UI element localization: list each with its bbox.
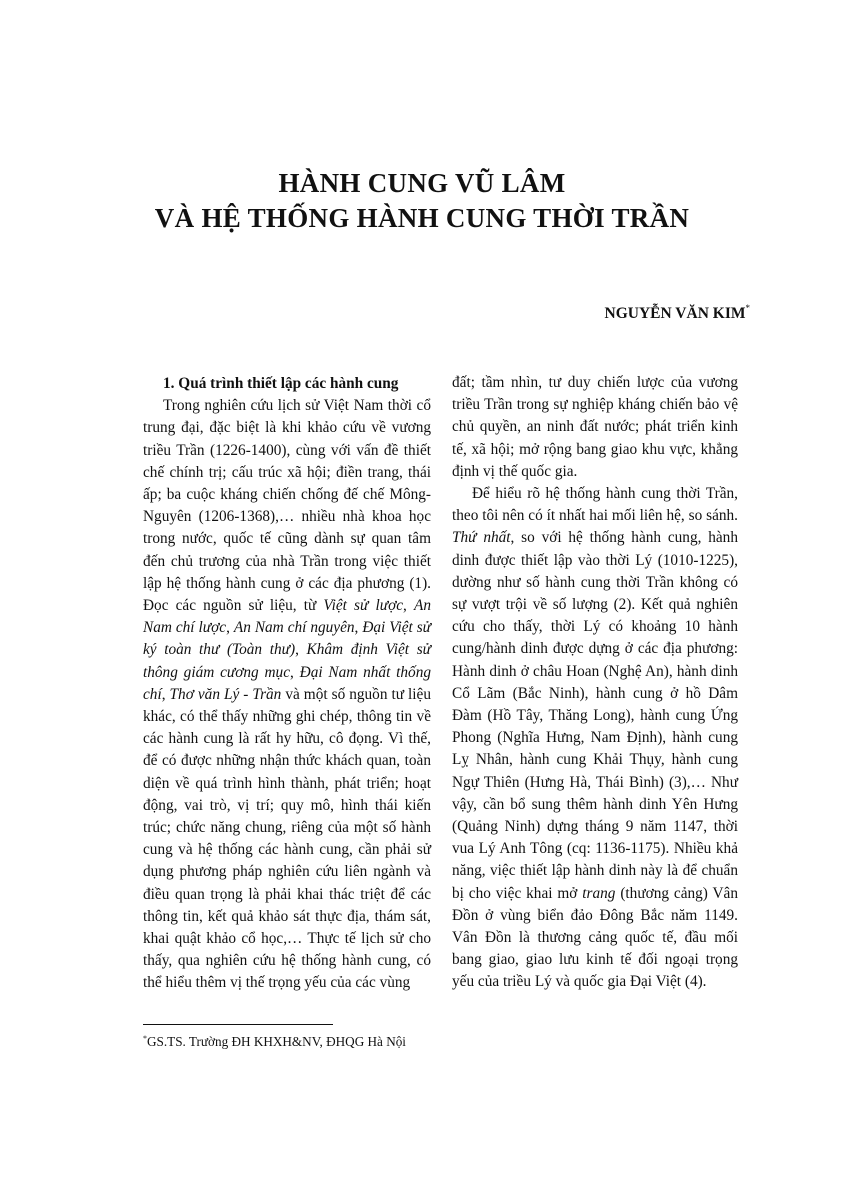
- source-title: Thơ văn Lý - Trần: [169, 685, 282, 703]
- emphasis: Thứ nhất: [452, 529, 511, 547]
- footnote-mark: *: [143, 1034, 147, 1043]
- left-column: [143, 373, 431, 995]
- title-line-2: VÀ HỆ THỐNG HÀNH CUNG THỜI TRẦN: [154, 203, 690, 233]
- text-run: ,: [403, 597, 414, 615]
- text-run: ,: [161, 685, 170, 703]
- footnote: [143, 1034, 406, 1050]
- author-name: NGUYỄN VĂN KIM: [604, 305, 746, 322]
- source-title: Việt sử lược: [323, 597, 404, 615]
- text-run: , so với hệ thống hành cung, hành dinh được thiết lập vào thời Lý (1010-1225), dường như số hành cung thời Trần không có sự vượt trội về số lượng (2). Kết quả nghiên cứu cho thấy, thời Lý có khoảng 10 hành cung/hành dinh được dựng ở các địa phương: Hành dinh ở châu Hoan (Nghệ An), hành dinh Cổ Lãm (Bắc Ninh), hành cung ở hồ Dâm Đàm (Hồ Tây, Thăng Long), hành cung Ứng Phong (Nghĩa Hưng, Nam Định), hành cung Lỵ Nhân, hành cung Khải Thụy, hành cung Ngự Thiên (Hưng Hà, Thái Bình) (3),… Như vậy, cần bổ sung thêm hành dinh Yên Hưng (Quảng Ninh) dựng tháng 9 năm 1147, thời vua Lý Anh Tông (cq: 1136-1175). Nhiều khả năng, việc thiết lập hành dinh này là để chuẩn bị cho việc khai mở: [452, 529, 738, 902]
- text-run: ,: [289, 663, 300, 681]
- source-title: Đại Nam nhất thống chí: [143, 663, 431, 703]
- author-footnote-mark: *: [745, 303, 750, 313]
- paragraph-2: [452, 483, 738, 994]
- emphasis: trang: [582, 884, 616, 902]
- source-title: Đại Việt sử ký toàn thư (Toàn thư): [143, 619, 432, 659]
- article-title: [0, 166, 844, 236]
- text-run: Để hiểu rõ hệ thống hành cung thời Trần, theo tôi nên có ít nhất hai mối liên hệ, so sánh.: [452, 485, 738, 525]
- paragraph-1: [143, 395, 431, 994]
- section-heading: 1. Quá trình thiết lập các hành cung: [163, 375, 399, 392]
- source-title: An Nam chí lược: [143, 597, 431, 637]
- footnote-text: GS.TS. Trường ĐH KHXH&NV, ĐHQG Hà Nội: [147, 1034, 406, 1049]
- text-run: ,: [295, 641, 307, 659]
- paragraph-1-continued: đất; tầm nhìn, tư duy chiến lược của vương triều Trần trong sự nghiệp kháng chiến bảo vệ chủ quyền, an ninh đất nước; phát triển kinh tế, xã hội; mở rộng bang giao khu vực, khẳng định vị thế quốc gia.: [452, 374, 738, 480]
- text-run: và một số nguồn tư liệu khác, có thể thấy những ghi chép, thông tin về các hành cung là rất hy hữu, cô đọng. Vì thế, để có được những nhận thức khách quan, toàn diện về quá trình hình thành, phát triển; hoạt động, vai trò, vị trí; quy mô, hình thái kiến trúc; chức năng chung, riêng của một số hành cung và hệ thống các hành cung, cần phải sử dụng phương pháp nghiên cứu liên ngành và điều quan trọng là phải khai thác triệt để các thông tin, kết quả khảo sát thực địa, thám sát, khai quật khảo cổ học,… Thực tế lịch sử cho thấy, qua nghiên cứu hệ thống hành cung, có thể hiểu thêm vị thế trọng yếu của các vùng: [143, 685, 431, 992]
- author-byline: [605, 305, 750, 323]
- text-run: ,: [354, 619, 363, 637]
- title-line-1: HÀNH CUNG VŨ LÂM: [278, 168, 566, 198]
- text-run: Trong nghiên cứu lịch sử Việt Nam thời cổ trung đại, đặc biệt là khi khảo cứu về vương triều Trần (1226-1400), cùng với vấn đề thiết chế chính trị; cấu trúc xã hội; điền trang, thái ấp; ba cuộc kháng chiến chống đế chế Mông-Nguyên (1206-1368),… nhiều nhà khoa học trong nước, quốc tế cũng dành sự quan tâm đến chủ trương của nhà Trần trong việc thiết lập hệ thống hành cung ở các địa phương (1). Đọc các nguồn sử liệu, từ: [143, 397, 431, 615]
- source-title: An Nam chí nguyên: [233, 619, 355, 637]
- footnote-rule: [143, 1024, 333, 1025]
- text-run: (thương cảng) Vân Đồn ở vùng biển đảo Đông Bắc năm 1149. Vân Đồn là thương cảng quốc tế, đầu mối bang giao, giao lưu kinh tế đối ngoại trọng yếu của triều Lý và quốc gia Đại Việt (4).: [452, 884, 738, 991]
- text-run: ,: [226, 619, 234, 637]
- right-column: [452, 372, 738, 994]
- source-title: Khâm định Việt sử thông giám cương mục: [143, 641, 431, 681]
